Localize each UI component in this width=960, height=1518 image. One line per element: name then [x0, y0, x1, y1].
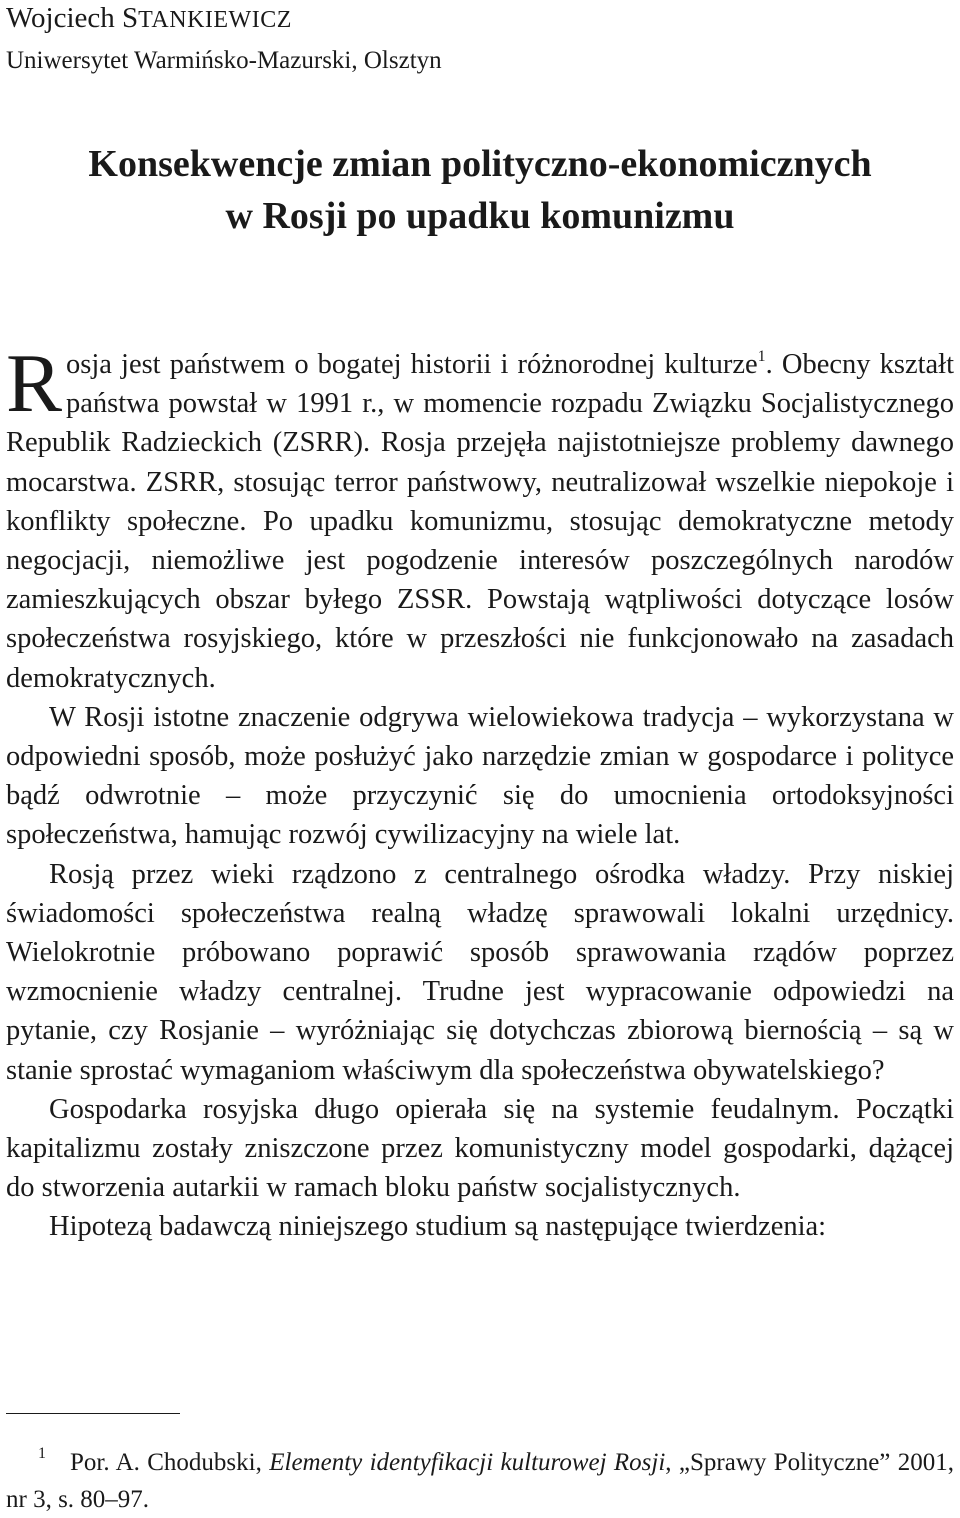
drop-cap: R — [6, 337, 63, 430]
footnote-text-before: Por. A. Chodubski, — [70, 1449, 270, 1476]
paragraph-3: Rosją przez wieki rządzono z centralnego ośrodka władzy. Przy niskiej świadomości społeczeństwa realną władzę sprawowali lokalni urzędnicy. Wielokrotnie próbowano poprawić sposób sprawowania rządów poprzez wzmocnienie władzy centralnej. Trudne jest wypracowanie odpowiedzi na pytanie, czy Rosjanie – wyróżniając się dotychczas zbiorową biernością – są w stanie sprostać wymaganiom właściwym dla społeczeństwa obywatelskiego? — [6, 858, 954, 1086]
footnote-reference: 1 — [757, 348, 766, 365]
title-line-2: w Rosji po upadku komunizmu — [225, 195, 735, 237]
footnote — [6, 1444, 954, 1518]
author-affiliation: Uniwersytet Warmińsko-Mazurski, Olsztyn — [6, 47, 442, 74]
title-line-1: Konsekwencje zmian polityczno-ekonomicznych — [88, 143, 872, 185]
paragraph-1-text-b: . Obecny kształt państwa powstał w 1991 r., w momencie rozpadu Związku Socjalistycznego Republik Radzieckich (ZSRR). Rosja przejęła najistotniejsze problemy dawnego mocarstwa. ZSRR, stosując terror państwowy, neutralizował wszelkie niepokoje i konflikty społeczne. Po upadku komunizmu, stosując demokratyczne metody negocjacji, niemożliwe jest pogodzenie interesów poszczególnych narodów zamieszkujących obszar byłego ZSSR. Powstają wątpliwości dotyczące losów społeczeństwa rosyjskiego, które w przeszłości nie funkcjonowało na zasadach demokratycznych. — [6, 349, 954, 694]
author-first-name: Wojciech S — [6, 2, 139, 34]
article-body — [6, 337, 954, 1247]
paragraph-1 — [6, 337, 954, 698]
footnote-cited-title: Elementy identyfikacji kulturowej Rosji — [269, 1449, 666, 1476]
footnote-text-after: , „Sprawy Polityczne” 2001, nr 3, s. 80–97. — [6, 1449, 954, 1513]
paragraph-1-text-a: osja jest państwem o bogatej historii i różnorodnej kulturze — [66, 349, 758, 380]
paragraph-4: Gospodarka rosyjska długo opierała się na systemie feudalnym. Początki kapitalizmu zostały zniszczone przez komunistyczny model gospodarki, dążącej do stworzenia autarkii w ramach bloku państw socjalistycznych. — [6, 1093, 954, 1204]
article-title — [0, 138, 960, 242]
author-last-name-rest: TANKIEWICZ — [138, 7, 292, 33]
author-name — [6, 0, 292, 38]
footnote-number: 1 — [38, 1445, 46, 1462]
paragraph-5: Hipotezą badawczą niniejszego studium są następujące twierdzenia: — [49, 1211, 827, 1243]
paragraph-2: W Rosji istotne znaczenie odgrywa wielowiekowa tradycja – wykorzystana w odpowiedni sposób, może posłużyć jako narzędzie zmian w gospodarce i polityce bądź odwrotnie – może przyczynić się do umocnienia ortodoksyjności społeczeństwa, hamując rozwój cywilizacyjny na wiele lat. — [6, 701, 954, 851]
footnote-separator — [6, 1413, 180, 1414]
